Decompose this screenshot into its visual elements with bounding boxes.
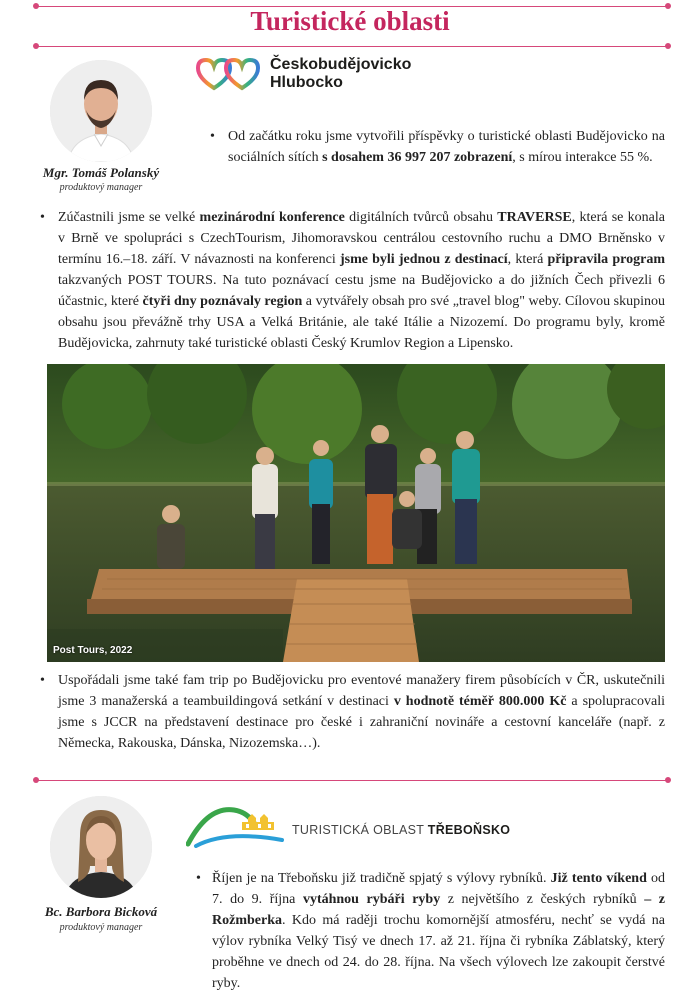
trebonsko-logo-icon — [186, 800, 286, 848]
traverse-text-6: a vytvářely obsah pro své „travel blog" weby. Cílovou skupinou obsahu jsou převážně trhy USA a Velká Británie, ale také Itálie a Nizozemí. Do programu byly, kromě Budějovicka, zahrnuty také turistické oblasti Český Krumlov Region a Lipensko. — [58, 294, 665, 351]
logo-trebonsko — [186, 800, 510, 848]
photo-caption: Post Tours, 2022 — [53, 645, 133, 656]
traverse-text-5: takzvaných POST TOURS. Na tuto poznávací cestu jsme na Budějovicko a do jižních Čech přivezli 6 účastnic, které — [58, 273, 665, 309]
logo-ceskobudejovicko — [194, 56, 411, 92]
bullet-icon: • — [40, 673, 45, 688]
portrait-man-image — [50, 60, 152, 162]
bullet-icon: • — [40, 210, 45, 225]
intro-text-2: , s mírou interakce 55 %. — [512, 150, 653, 165]
bullet-icon: • — [210, 129, 215, 144]
avatar-barbora — [50, 796, 152, 898]
traverse-paragraph — [58, 207, 665, 354]
bullet-icon: • — [196, 871, 201, 886]
traverse-bold-2: TRAVERSE — [497, 210, 572, 225]
treb-text-2: od 7. do 9. října — [212, 871, 666, 907]
traverse-text-4: , která — [507, 252, 548, 267]
intro-paragraph — [228, 126, 665, 168]
person-role-barbora: produktový manager — [59, 922, 143, 933]
famtrip-bold-1: v hodnotě téměř 800.000 Kč — [393, 694, 567, 709]
lake-group-photo-image — [47, 364, 665, 662]
traverse-bold-3: jsme byli jednou z destinací — [339, 252, 508, 267]
famtrip-text-2: a spolupracovali jsme s JCCR na představení destinace pro české i zahraniční novináře a cestovní kanceláře (např. z Německa, Rakouska, Dánska, Nizozemska…). — [58, 694, 665, 751]
person-name-tomas: Mgr. Tomáš Polanský — [42, 165, 160, 180]
traverse-bold-1: mezinárodní konference — [199, 210, 345, 225]
logo-name: TŘEBOŇSKO — [427, 823, 511, 837]
treb-text-1: Říjen je na Třeboňsku již tradičně spjatý s výlovy rybníků. — [212, 871, 551, 886]
heart-logo-icon — [194, 56, 260, 92]
logo-prefix: TURISTICKÁ OBLAST — [292, 823, 428, 837]
trebonsko-paragraph — [212, 868, 665, 994]
page-title: Turistické oblasti — [250, 6, 450, 36]
treb-bold-2: vytáhnou rybáři ryby — [302, 892, 441, 907]
intro-bold-1: s dosahem 36 997 207 zobrazení — [322, 150, 513, 165]
treb-text-3: z největšího z českých rybníků — [440, 892, 645, 907]
traverse-bold-4: připravila program — [547, 252, 666, 267]
traverse-text-1: Zúčastnili jsme se velké — [58, 210, 200, 225]
logo-line-2: Hlubocko — [270, 74, 343, 91]
portrait-woman-image — [50, 796, 152, 898]
traverse-bold-5: čtyři dny poznávaly region — [142, 294, 303, 309]
famtrip-text-1: Uspořádali jsme také fam trip po Budějovicku pro eventové manažery firem působících v ČR, uskutečnili jsme 3 manažerská a teambuildingová setkání v destinaci — [58, 673, 665, 709]
section-divider — [36, 780, 668, 781]
treb-bold-1: Již tento víkend — [550, 871, 647, 886]
person-name-barbora: Bc. Barbora Bicková — [44, 904, 158, 919]
logo-line-1: Českobudějovicko — [270, 56, 412, 73]
treb-text-4: . Kdo má raději trochu komornější atmosféru, nechť se vydá na výlov rybníka Velký Tisý ve dnech 17. až 21. října či rybníka Záblatský, který proběhne ve dnech od 24. do 28. října. Na všech výlovech lze zakoupit čerstvé ryby. — [212, 913, 665, 991]
famtrip-paragraph — [58, 670, 665, 754]
traverse-text-3: , která se konala v Brně ve spolupráci s CzechTourism, Jihomoravskou centrálou cestovního ruchu a DMO Brněnsko v termínu 16.–18. září. V návaznosti na konferenci — [58, 210, 665, 267]
person-role-tomas: produktový manager — [59, 182, 143, 193]
traverse-text-2: digitálních tvůrců obsahu — [344, 210, 498, 225]
title-divider — [36, 46, 668, 47]
treb-bold-3: – z Rožmberka — [212, 892, 666, 928]
intro-text-1: Od začátku roku jsme vytvořili příspěvky o turistické oblasti Budějovicko na sociálních sítích — [228, 129, 665, 165]
avatar-tomas — [50, 60, 152, 162]
post-tours-photo — [47, 364, 665, 662]
